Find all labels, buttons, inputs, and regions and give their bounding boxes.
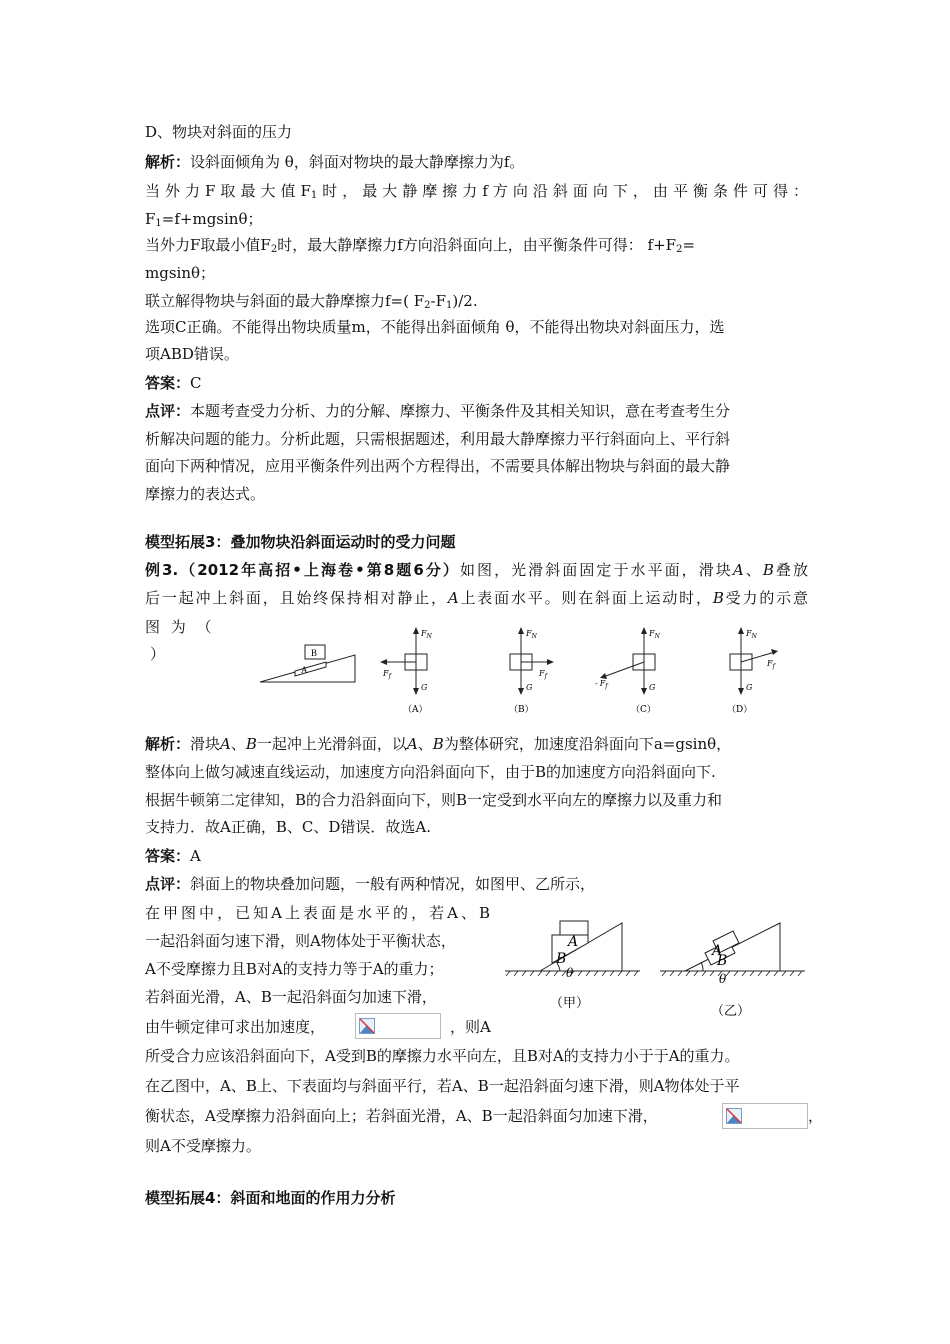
- g-label-d: G: [746, 683, 753, 692]
- option-label-b: （B）: [509, 705, 534, 715]
- solution-3-line-2: 整体向上做匀减速直线运动，加速度方向沿斜面向下，由于B的加速度方向沿斜面向下.: [145, 763, 716, 781]
- incline-with-blocks: [260, 645, 355, 682]
- example-3-line-3: 图 为 （: [145, 618, 212, 636]
- block-a-label: A: [301, 665, 308, 675]
- broken-image-icon: [726, 1108, 742, 1124]
- option-label-c: （C）: [631, 705, 656, 715]
- yi-label-a: A: [712, 943, 723, 959]
- option-label-d: （D）: [727, 705, 753, 715]
- review-3-full-3-tail: ，: [808, 1107, 824, 1125]
- example-3-line-2: 后一起冲上斜面，且始终保持相对静止，A上表面水平。则在斜面上运动时，B受力的示意: [145, 589, 808, 607]
- block-a: [295, 662, 326, 676]
- ff-label-c: - $F_f$: [595, 679, 608, 690]
- jia-caption: （甲）: [550, 996, 590, 1011]
- review-3-wrap-2: 一起沿斜面匀速下滑，则A物体处于平衡状态，: [145, 932, 456, 950]
- review-3-full-4: 则A不受摩擦力。: [145, 1137, 261, 1155]
- yi-label-b: B: [717, 953, 728, 969]
- answer-3: 答案：A: [145, 847, 201, 865]
- solution-intro: 解析：设斜面倾角为 θ，斜面对物块的最大静摩擦力为f。: [145, 153, 525, 171]
- review-3-wrap-1: 在甲图中，已知A上表面是水平的，若A、B: [145, 904, 490, 922]
- jia-label-a: A: [568, 934, 579, 950]
- g-label-a: G: [421, 683, 428, 692]
- jia-label-b: B: [556, 951, 567, 967]
- solution-conclusion-2: 项ABD错误。: [145, 345, 239, 363]
- ff-label-a: $F_f$: [383, 669, 391, 680]
- g-label-c: G: [649, 683, 656, 692]
- fn-label-b: $F_N$: [526, 629, 537, 640]
- formula-image-placeholder-2: [722, 1103, 808, 1129]
- review-3-full-1: 所受合力应该沿斜面向下，A受到B的摩擦力水平向左，且B对A的支持力小于于A的重力。: [145, 1047, 740, 1065]
- review-1-line-2: 析解决问题的能力。分析此题，只需根据题述，利用最大静摩擦力平行斜面向上、平行斜: [145, 430, 731, 448]
- review-1-line-1: 点评：本题考查受力分析、力的分解、摩擦力、平衡条件及其相关知识，意在考查考生分: [145, 402, 731, 420]
- solution-max-case: 当外力F取最大值$F_1$时，最大静摩擦力f方向沿斜面向下，由平衡条件可得：: [145, 182, 808, 201]
- figure-yi: [660, 923, 805, 976]
- solution-label: 解析：: [145, 153, 191, 171]
- block-b-label: B: [311, 648, 318, 658]
- review-3-full-2: 在乙图中，A、B上、下表面均与斜面平行，若A、B一起沿斜面匀速下滑，则A物体处于平: [145, 1077, 740, 1095]
- g-label-b: G: [526, 683, 533, 692]
- force-diagram-c: [600, 627, 655, 695]
- option-d: D、物块对斜面的压力: [145, 123, 293, 141]
- review-3-full-3: 衡状态，A受摩擦力沿斜面向上；若斜面光滑，A、B一起沿斜面匀加速下滑，: [145, 1107, 658, 1125]
- fn-label-d: $F_N$: [746, 629, 757, 640]
- yi-label-theta: θ: [719, 972, 727, 986]
- fn-label-c: $F_N$: [649, 629, 660, 640]
- review-3-intro: 点评：斜面上的物块叠加问题，一般有两种情况，如图甲、乙所示，: [145, 875, 596, 893]
- solution-3-line-3: 根据牛顿第二定律知，B的合力沿斜面向下，则B一定受到水平向左的摩擦力以及重力和: [145, 791, 723, 809]
- solution-result: 联立解得物块与斜面的最大静摩擦力f=( $F_2-F_1)/2$.: [145, 292, 478, 311]
- example-3-line-4: ）: [150, 645, 166, 663]
- stacked-blocks-figures: [500, 905, 820, 1025]
- answer-1: 答案：C: [145, 374, 202, 392]
- ff-label-d: $F_f$: [767, 659, 775, 670]
- review-1-line-4: 摩擦力的表达式。: [145, 485, 266, 503]
- jia-label-theta: θ: [566, 966, 574, 980]
- broken-image-icon: [359, 1018, 375, 1034]
- yi-caption: （乙）: [711, 1004, 751, 1019]
- fn-label-a: $F_N$: [421, 629, 432, 640]
- example-3-line-1: 例3.（2012年高招•上海卷•第8题6分）如图，光滑斜面固定于水平面，滑块A、B叠放: [145, 561, 808, 579]
- example-3-figure: [255, 622, 795, 718]
- review-3-wrap-3: A不受摩擦力且B对A的支持力等于A的重力；: [145, 960, 444, 978]
- formula-image-placeholder-1: [355, 1013, 441, 1039]
- option-label-a: （A）: [403, 705, 428, 715]
- model-4-title: 模型拓展4：斜面和地面的作用力分析: [145, 1189, 396, 1207]
- solution-min-case: 当外力F取最小值$F_2$时，最大静摩擦力f方向沿斜面向上，由平衡条件可得： $f+F_2=$: [145, 236, 696, 255]
- force-diagram-a: [380, 627, 427, 695]
- equation-2: mgsinθ；: [145, 264, 216, 282]
- model-3-title: 模型拓展3：叠加物块沿斜面运动时的受力问题: [145, 533, 456, 551]
- review-3-wrap-5: 由牛顿定律可求出加速度，: [145, 1018, 326, 1036]
- ff-label-b: $F_f$: [539, 669, 547, 680]
- review-3-wrap-4: 若斜面光滑，A、B一起沿斜面匀加速下滑，: [145, 988, 437, 1006]
- solution-3-line-1: 解析：滑块A、B一起冲上光滑斜面，以A、B为整体研究，加速度沿斜面向下a=gsinθ，: [145, 735, 732, 753]
- review-1-line-3: 面向下两种情况，应用平衡条件列出两个方程得出，不需要具体解出物块与斜面的最大静: [145, 457, 731, 475]
- review-3-wrap-5-tail: ，则A: [450, 1018, 491, 1036]
- solution-3-line-4: 支持力．故A正确，B、C、D错误．故选A.: [145, 818, 431, 836]
- solution-conclusion-1: 选项C正确。不能得出物块质量m，不能得出斜面倾角 θ，不能得出物块对斜面压力，选: [145, 318, 725, 336]
- equation-1: $F_1=f+mgsin\theta$；: [145, 210, 263, 229]
